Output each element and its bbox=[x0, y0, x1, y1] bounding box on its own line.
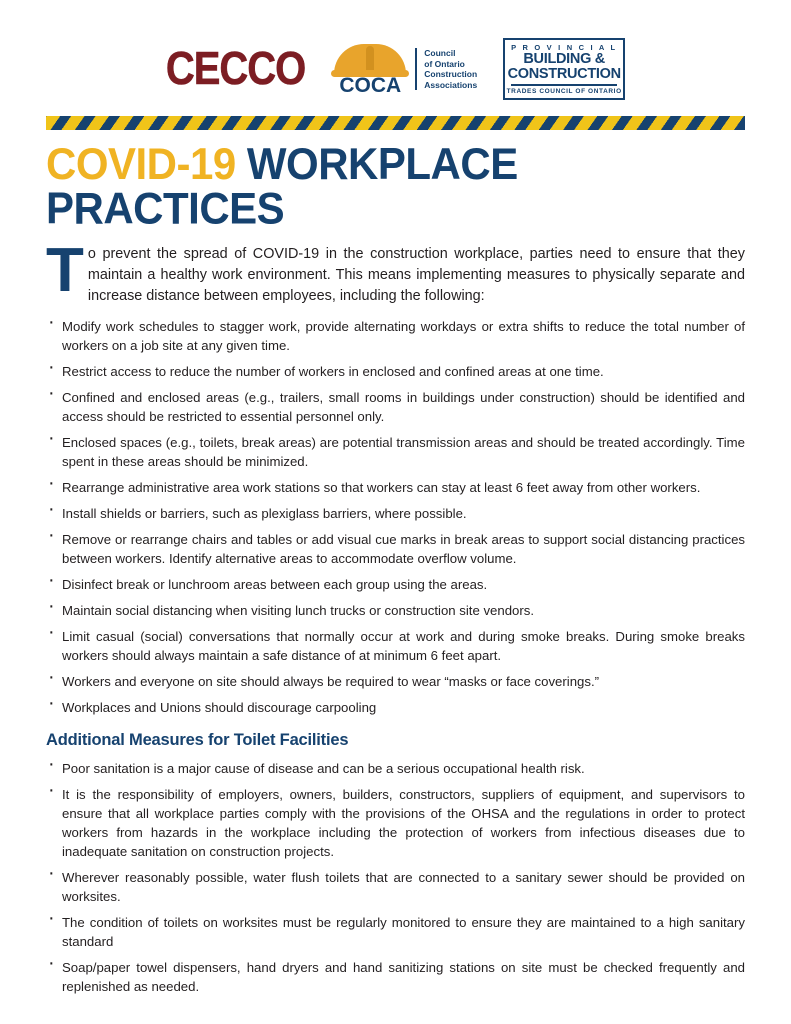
pbctc-main-line-1: BUILDING & bbox=[523, 51, 605, 67]
pbctc-divider bbox=[511, 84, 617, 86]
intro-text: o prevent the spread of COVID-19 in the construction workplace, parties need to ensure that they maintain a healthy work environment. This means implementing measures to physically separate and increase distance between employees, including the following: bbox=[87, 246, 745, 304]
list-item: · Maintain social distancing when visiting lunch trucks or construction site vendors. bbox=[46, 601, 745, 620]
provincial-building-trades-logo bbox=[503, 38, 625, 100]
list-item: · Install shields or barriers, such as plexiglass barriers, where possible. bbox=[46, 504, 745, 523]
coca-full-name bbox=[415, 48, 477, 90]
pbctc-bottom-text: TRADES COUNCIL OF ONTARIO bbox=[506, 88, 622, 95]
list-item: · Disinfect break or lunchroom areas between each group using the areas. bbox=[46, 575, 745, 594]
list-item: · Workers and everyone on site should always be required to wear “masks or face coverings.” bbox=[46, 672, 745, 691]
list-item: · Confined and enclosed areas (e.g., trailers, small rooms in buildings under construction) should be identified and access should be restricted to essential personnel only. bbox=[46, 388, 745, 426]
list-item: · Wherever reasonably possible, water flush toilets that are connected to a sanitary sewer should be provided on worksites. bbox=[46, 868, 745, 906]
intro-paragraph bbox=[46, 236, 745, 307]
coca-name-line-1: Council bbox=[424, 48, 456, 58]
list-item: · Rearrange administrative area work stations so that workers can stay at least 6 feet away from other workers. bbox=[46, 478, 745, 497]
logo-bar bbox=[46, 0, 745, 112]
main-bullet-list bbox=[46, 317, 745, 717]
toilet-facilities-bullet-list bbox=[46, 759, 745, 996]
list-item: · Soap/paper towel dispensers, hand dryers and hand sanitizing stations on site must be checked frequently and replenished as needed. bbox=[46, 958, 745, 996]
coca-hardhat-icon bbox=[331, 42, 409, 96]
list-item: · Limit casual (social) conversations that normally occur at work and during smoke breaks. During smoke breaks workers should always maintain a safe distance of at minimum 6 feet apart. bbox=[46, 627, 745, 665]
section-heading-toilet-facilities: Additional Measures for Toilet Facilities bbox=[46, 731, 349, 749]
coca-name-line-2: of Ontario bbox=[424, 58, 465, 69]
list-item: · Modify work schedules to stagger work, provide alternating workdays or extra shifts to reduce the total number of workers on a job site at any given time. bbox=[46, 317, 745, 355]
list-item: · The condition of toilets on worksites must be regularly monitored to ensure they are maintained to a high sanitary standard bbox=[46, 913, 745, 951]
list-item: · Workplaces and Unions should discourage carpooling bbox=[46, 698, 745, 717]
list-item: · It is the responsibility of employers, owners, builders, constructors, suppliers of equipment, and supervisors to ensure that all workplace parties comply with the provisions of the OHSA and the regulations in order to protect workers from hazards in the workplace including the protection of workers from infectious diseases due to inadequate sanitation on construction projects. bbox=[46, 785, 745, 861]
coca-name-line-3: Construction bbox=[424, 69, 478, 79]
page-title bbox=[46, 138, 745, 234]
pbctc-main-line-2: CONSTRUCTION bbox=[507, 66, 621, 82]
hardhat-ridge bbox=[366, 46, 374, 72]
intro-dropcap: T bbox=[46, 236, 84, 305]
pbctc-top-text: P R O V I N C I A L bbox=[511, 43, 618, 52]
list-item: · Remove or rearrange chairs and tables or add visual cue marks in break areas to support social distancing practices between workers. Identify alternative areas to accommodate overflow volume. bbox=[46, 530, 745, 568]
list-item: · Poor sanitation is a major cause of disease and can be a serious occupational health risk. bbox=[46, 759, 745, 778]
list-item: · Enclosed spaces (e.g., toilets, break areas) are potential transmission areas and should be treated accordingly. Time spent in these areas should be minimized. bbox=[46, 433, 745, 471]
title-highlight: COVID-19 bbox=[46, 138, 236, 189]
cecco-logo: CECCO bbox=[165, 43, 306, 95]
coca-name-line-4: Associations bbox=[424, 79, 478, 90]
list-item: · Restrict access to reduce the number of workers in enclosed and confined areas at one time. bbox=[46, 362, 745, 381]
hazard-stripe-divider bbox=[46, 116, 745, 130]
title-rest: WORKPLACE PRACTICES bbox=[46, 138, 518, 234]
coca-logo bbox=[331, 42, 477, 96]
coca-wordmark: COCA bbox=[339, 74, 402, 97]
